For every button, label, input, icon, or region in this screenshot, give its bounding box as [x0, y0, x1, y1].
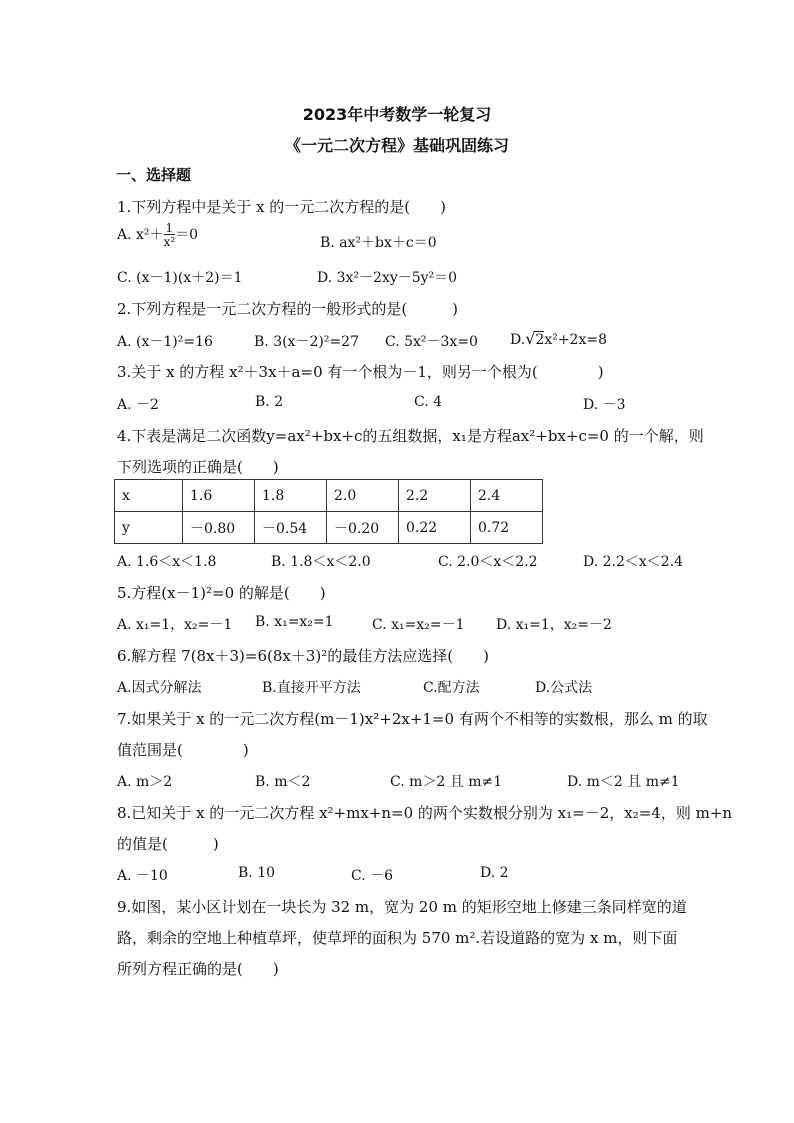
question-4-stem-line-2: 下列选项的正确是( )	[117, 458, 279, 476]
option-a-prefix: A. x²＋	[117, 227, 164, 243]
question-5-option-a: A. x₁=1，x₂=－1	[117, 617, 233, 633]
table-cell: 0.22	[399, 512, 471, 544]
table-cell: 2.2	[399, 480, 471, 512]
doc-subtitle: 《一元二次方程》基础巩固练习	[284, 136, 509, 155]
sqrt-icon: √	[525, 329, 536, 348]
table-cell: 0.72	[471, 512, 543, 544]
question-5-option-c: C. x₁=x₂=－1	[372, 617, 465, 633]
data-table	[114, 479, 543, 544]
section-heading: 一、选择题	[116, 166, 192, 184]
question-8-option-b: B. 10	[238, 865, 276, 881]
option-a-suffix: ＝0	[175, 227, 199, 243]
question-3-stem: 3.关于 x 的方程 x²＋3x＋a=0 有一个根为－1，则另一个根为( )	[117, 363, 604, 381]
question-8-stem-line-1: 8.已知关于 x 的一元二次方程 x²+mx+n=0 的两个实数根分别为 x₁=－2，x₂=4，则 m+n	[117, 804, 733, 822]
table-cell: 2.4	[471, 480, 543, 512]
table-cell: －0.80	[183, 512, 255, 544]
question-1-option-c: C. (x－1)(x＋2)＝1	[117, 270, 243, 286]
question-7-option-b: B. m＜2	[255, 774, 311, 790]
question-5-option-b: B. x₁=x₂=1	[255, 614, 334, 630]
table-row	[115, 480, 543, 512]
fraction-numerator: 1	[165, 221, 174, 235]
question-5-option-d: D. x₁=1，x₂=－2	[496, 617, 612, 633]
fraction	[164, 222, 176, 248]
question-2-option-a: A. (x－1)²=16	[117, 334, 213, 350]
question-6-option-d: D.公式法	[535, 680, 593, 696]
question-2-option-d	[510, 329, 607, 348]
question-3-option-c: C. 4	[414, 394, 443, 410]
table-cell: －0.54	[255, 512, 327, 544]
question-7-option-d: D. m＜2 且 m≠1	[567, 774, 680, 790]
question-7-stem-line-1: 7.如果关于 x 的一元二次方程(m－1)x²+2x+1=0 有两个不相等的实数根，那么 m 的取	[117, 710, 708, 728]
question-8-stem-line-2: 的值是( )	[117, 835, 219, 853]
question-3-option-a: A. －2	[117, 397, 159, 413]
table-cell: y	[115, 512, 183, 544]
question-2-option-b: B. 3(x－2)²=27	[254, 334, 359, 350]
table-row	[115, 512, 543, 544]
question-7-stem-line-2: 值范围是( )	[117, 741, 249, 759]
question-4-stem-line-1: 4.下表是满足二次函数y=ax²+bx+c的五组数据，x₁是方程ax²+bx+c=0 的一个解，则	[117, 427, 704, 445]
question-6-stem: 6.解方程 7(8x＋3)=6(8x＋3)²的最佳方法应选择( )	[117, 647, 489, 665]
question-4-option-d: D. 2.2＜x＜2.4	[583, 554, 684, 570]
table-cell: 1.6	[183, 480, 255, 512]
table-cell: x	[115, 480, 183, 512]
question-6-option-b: B.直接开平方法	[262, 680, 361, 696]
question-7-option-a: A. m＞2	[117, 774, 173, 790]
question-4-option-a: A. 1.6＜x＜1.8	[117, 554, 217, 570]
question-8-option-d: D. 2	[480, 865, 509, 881]
question-2-option-c: C. 5x²－3x=0	[385, 334, 478, 350]
table-cell: 1.8	[255, 480, 327, 512]
question-1-option-a	[117, 222, 198, 248]
question-8-option-a: A. －10	[117, 868, 168, 884]
sqrt-radicand: 2	[535, 332, 545, 348]
question-3-option-d: D. －3	[583, 397, 626, 413]
question-4-option-b: B. 1.8＜x＜2.0	[271, 554, 371, 570]
question-6-option-c: C.配方法	[423, 680, 480, 696]
question-7-option-c: C. m＞2 且 m≠1	[390, 774, 503, 790]
question-9-stem-line-2: 路，剩余的空地上种植草坪，使草坪的面积为 570 m².若设道路的宽为 x m，则下面	[117, 929, 678, 947]
question-9-stem-line-3: 所列方程正确的是( )	[117, 960, 279, 978]
question-6-option-a: A.因式分解法	[117, 680, 202, 696]
question-8-option-c: C. －6	[351, 868, 394, 884]
question-1-option-b: B. ax²＋bx＋c＝0	[320, 235, 437, 251]
table-cell: －0.20	[327, 512, 399, 544]
question-3-option-b: B. 2	[255, 394, 284, 410]
question-1-stem: 1.下列方程中是关于 x 的一元二次方程的是( )	[117, 198, 447, 216]
option-d-suffix: x²+2x=8	[544, 332, 607, 348]
question-5-stem: 5.方程(x－1)²=0 的解是( )	[117, 584, 326, 602]
question-9-stem-line-1: 9.如图，某小区计划在一块长为 32 m，宽为 20 m 的矩形空地上修建三条同样宽的道	[117, 898, 687, 916]
question-2-stem: 2.下列方程是一元二次方程的一般形式的是( )	[117, 300, 459, 318]
question-4-option-c: C. 2.0＜x＜2.2	[438, 554, 538, 570]
option-d-prefix: D.	[510, 332, 526, 348]
doc-title: 2023年中考数学一轮复习	[302, 105, 492, 124]
fraction-denominator: x²	[163, 235, 176, 249]
question-1-option-d: D. 3x²－2xy－5y²＝0	[317, 270, 458, 286]
table-cell: 2.0	[327, 480, 399, 512]
